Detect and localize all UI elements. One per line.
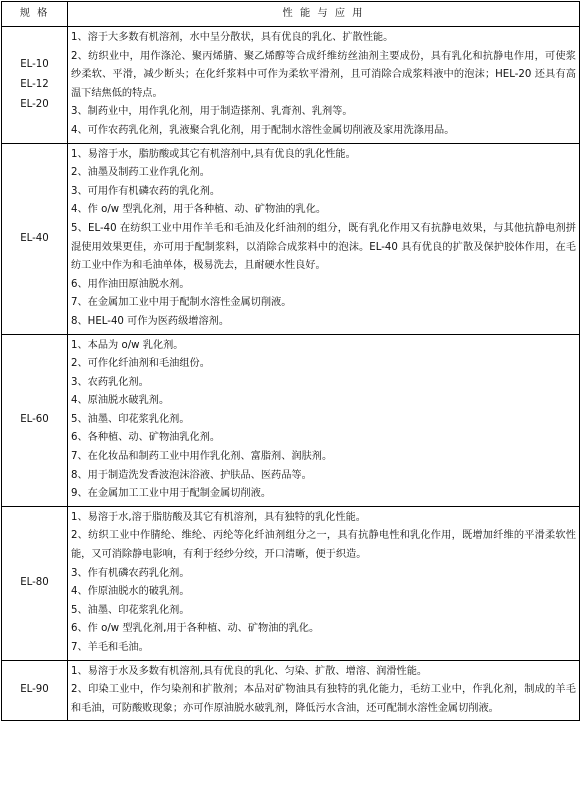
spec-label: EL-60 [20,414,49,426]
spec-cell [2,660,68,721]
list-item: 2、可作化纤油剂和毛油组份。 [71,358,210,370]
table-row [2,143,580,334]
list-item: 5、EL-40 在纺织工业中用作羊毛和毛油及化纤油剂的组分，既有乳化作用又有抗静电效果，与其他抗静电剂拼混使用效果更佳，亦可用于配制浆料，以消除合成浆料中的泡沫。EL-40 具有优良的扩散及保护胶体作用，在毛纺工业中作为和毛油单体，极易洗去，且耐硬水性良好。 [71,222,576,272]
header-spec: 规 格 [2,2,68,27]
list-item: 3、农药乳化剂。 [71,376,149,388]
list-item: 2、纺织工业中作腈纶、维纶、丙纶等化纤油剂组分之一，具有抗静电性和乳化作用，既增加纤维的平滑柔软性能，又可消除静电影响，有利于经纱分绞，开口清晰，便于织造。 [71,530,576,561]
list-item: 1、本品为 o/w 乳化剂。 [71,339,184,351]
description-cell [68,143,580,334]
list-item: 1、易溶于水，脂肪酸或其它有机溶剂中,具有优良的乳化性能。 [71,148,356,160]
list-item: 4、作 o/w 型乳化剂，用于各种植、动、矿物油的乳化。 [71,204,327,216]
list-item: 1、易溶于水及多数有机溶剂,具有优良的乳化、匀染、扩散、增溶、润滑性能。 [71,665,428,677]
table-row [2,660,580,721]
description-cell [68,506,580,660]
list-item: 3、作有机磷农药乳化剂。 [71,567,190,579]
list-item: 7、羊毛和毛油。 [71,642,149,653]
list-item: 7、在化妆品和制药工业中用作乳化剂、富脂剂、润肤剂。 [71,451,333,463]
spec-cell [2,27,68,144]
spec-label: EL-90 [20,684,49,696]
list-item: 7、在金属加工业中用于配制水溶性金属切削液。 [71,297,292,309]
list-item: 6、作 o/w 型乳化剂,用于各种植、动、矿物油的乳化。 [71,623,320,635]
list-item: 1、易溶于水,溶于脂肪酸及其它有机溶剂，具有独特的乳化性能。 [71,511,366,523]
list-item: 4、作原油脱水的破乳剂。 [71,586,190,598]
spec-label: EL-80 [20,577,49,589]
description-cell [68,334,580,506]
list-item: 8、HEL-40 可作为医药级增溶剂。 [71,315,230,327]
spec-table-wrapper [1,1,579,721]
spec-cell [2,143,68,334]
spec-cell [2,506,68,660]
spec-label: EL-10 [20,58,49,70]
list-item: 4、原油脱水破乳剂。 [71,395,170,407]
list-item: 1、溶于大多数有机溶剂，水中呈分散状，具有优良的乳化、扩散性能。 [71,32,394,43]
header-description: 性 能 与 应 用 [68,2,580,27]
table-row [2,506,580,660]
list-item: 9、在金属加工工业中用于配制金属切削液。 [71,488,272,500]
list-item: 2、印染工业中，作匀染剂和扩散剂；本品对矿物油具有独特的乳化能力，毛纺工业中，作乳化剂，制成的羊毛和毛油，可防酸败现象；亦可作原油脱水破乳剂，降低污水含油，还可配制水溶性金属切削液。 [71,684,576,714]
spec-label: EL-40 [20,232,49,244]
list-item: 2、纺织业中，用作涤沦、聚丙烯腈、聚乙烯醇等合成纤维纺丝油剂主要成份，具有乳化和抗静电作用，可使浆纱柔软、平滑，减少断头；在化纤浆料中可作为柔软平滑剂，且可消除合成浆料液中的泡沫；HEL-20 还具有高温下结焦低的特点。 [71,50,576,99]
spec-label: EL-20 [20,98,49,110]
table-row [2,334,580,506]
list-item: 8、用于制造洗发香波泡沫浴液、护肤品、医药品等。 [71,469,312,481]
list-item: 6、用作油田原油脱水剂。 [71,278,190,290]
list-item: 2、油墨及制药工业作乳化剂。 [71,167,210,179]
description-cell [68,27,580,144]
list-item: 5、油墨、印花浆乳化剂。 [71,413,190,425]
list-item: 6、各种植、动、矿物油乳化剂。 [71,432,221,444]
header-row [2,2,580,27]
list-item: 3、制药业中，用作乳化剂，用于制造搽剂、乳膏剂、乳剂等。 [71,106,353,118]
description-cell [68,660,580,721]
spec-label: EL-12 [20,78,49,90]
list-item: 3、可用作有机磷农药的乳化剂。 [71,185,221,197]
list-item: 5、油墨、印花浆乳化剂。 [71,604,190,616]
table-row [2,27,580,144]
list-item: 4、可作农药乳化剂，乳液聚合乳化剂，用于配制水溶性金属切削液及家用洗涤用品。 [71,124,455,136]
spec-table [1,1,580,721]
spec-cell [2,334,68,506]
